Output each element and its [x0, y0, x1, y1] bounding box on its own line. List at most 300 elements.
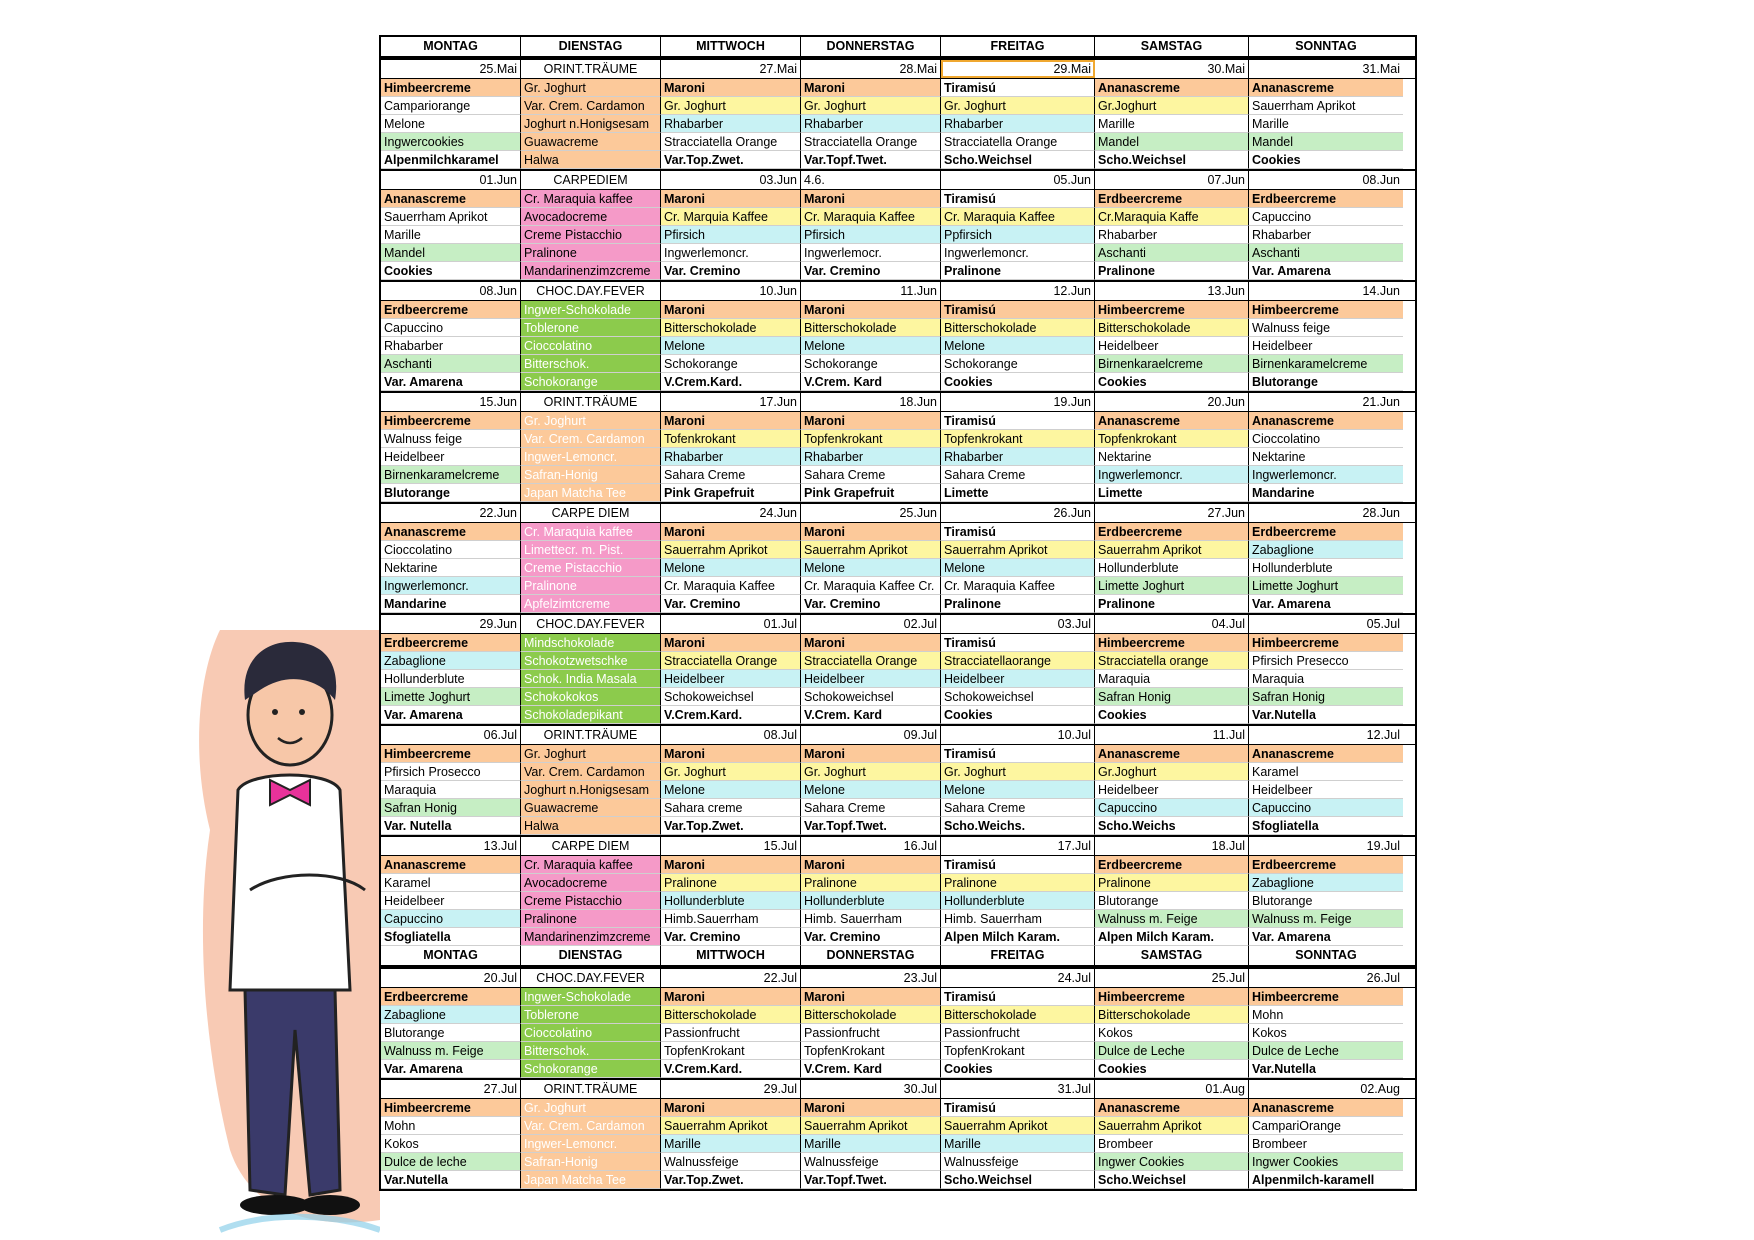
flavor-row [381, 688, 1415, 706]
date-label: 03.Jul [941, 615, 1095, 633]
flavor-cell: Apfelzimtcreme [521, 595, 661, 613]
date-label: 26.Jul [1366, 971, 1400, 985]
flavor-cell: Stracciatella Orange [661, 652, 801, 670]
date-label: 26.Jun [941, 504, 1095, 522]
flavor-cell: Tiramisú [941, 988, 1095, 1006]
flavor-cell: Scho.Weichs [1095, 817, 1249, 835]
flavor-row [381, 652, 1415, 670]
flavor-cell: Rhabarber [941, 448, 1095, 466]
flavor-cell: Karamel [1249, 763, 1403, 781]
date-label: 17.Jul [941, 837, 1095, 855]
flavor-cell: Ananascreme [1095, 1099, 1249, 1117]
theme-label: ORINT.TRÄUME [521, 1080, 661, 1098]
flavor-cell: Walnussfeige [661, 1153, 801, 1171]
flavor-row [381, 244, 1415, 262]
ice-cream-schedule-table [379, 35, 1417, 1191]
weekday-header-row [381, 37, 1415, 58]
date-row [381, 391, 1415, 412]
flavor-row [381, 1171, 1415, 1189]
flavor-cell: Scho.Weichs. [941, 817, 1095, 835]
flavor-cell: Mandel [1249, 133, 1403, 151]
flavor-cell: Ananascreme [1249, 745, 1403, 763]
flavor-cell: Limette Joghurt [381, 688, 521, 706]
flavor-cell: Cioccolatino [1249, 430, 1403, 448]
flavor-cell: Mandarine [1249, 484, 1403, 502]
flavor-cell: Kokos [381, 1135, 521, 1153]
flavor-cell: Cookies [941, 1060, 1095, 1078]
flavor-cell: Cr. Maraquia kaffee [521, 523, 661, 541]
flavor-cell: Bitterschokolade [801, 1006, 941, 1024]
date-label: 25.Mai [381, 60, 521, 78]
flavor-cell: Sauerrahm Aprikot [1095, 541, 1249, 559]
flavor-cell: Bitterschok. [521, 1042, 661, 1060]
flavor-cell: Hollunderblute [1095, 559, 1249, 577]
flavor-cell: Nektarine [1249, 448, 1403, 466]
flavor-cell: Guawacreme [521, 133, 661, 151]
weekday-header: FREITAG [941, 37, 1095, 56]
flavor-cell: Tiramisú [941, 301, 1095, 319]
flavor-cell: Heidelbeer [661, 670, 801, 688]
date-label: 21.Jun [1362, 395, 1400, 409]
flavor-cell: Walnussfeige [801, 1153, 941, 1171]
date-label: 18.Jun [801, 393, 941, 411]
date-row [381, 967, 1415, 988]
flavor-cell: Gr. Joghurt [941, 763, 1095, 781]
flavor-cell: Heidelbeer [801, 670, 941, 688]
date-label: 09.Jul [801, 726, 941, 744]
date-row [381, 1078, 1415, 1099]
flavor-cell: Rhabarber [801, 115, 941, 133]
flavor-cell: Himb. Sauerrham [941, 910, 1095, 928]
date-label: 27.Jun [1095, 504, 1249, 522]
flavor-cell: Japan Matcha Tee [521, 484, 661, 502]
flavor-row [381, 448, 1415, 466]
flavor-cell: Sahara Creme [941, 799, 1095, 817]
flavor-cell: Pralinone [521, 910, 661, 928]
flavor-cell: Tiramisú [941, 523, 1095, 541]
flavor-cell: V.Crem.Kard. [661, 706, 801, 724]
flavor-cell: Ananascreme [381, 856, 521, 874]
date-label: 29.Mai [941, 60, 1095, 78]
flavor-cell: Hollunderblute [661, 892, 801, 910]
flavor-cell: Safran-Honig [521, 466, 661, 484]
flavor-cell: Melone [661, 781, 801, 799]
flavor-cell: Melone [381, 115, 521, 133]
flavor-cell: Gr.Joghurt [1095, 97, 1249, 115]
flavor-cell: Blutorange [1095, 892, 1249, 910]
flavor-cell: Ananascreme [381, 523, 521, 541]
flavor-row [381, 910, 1415, 928]
flavor-cell: Pfirsich [661, 226, 801, 244]
flavor-row [381, 319, 1415, 337]
flavor-cell: Gr. Joghurt [661, 97, 801, 115]
weekday-header: MITTWOCH [661, 37, 801, 56]
date-label: 25.Jul [1095, 969, 1249, 987]
flavor-cell: Var. Crem. Cardamon [521, 763, 661, 781]
flavor-cell: Maraquia [1095, 670, 1249, 688]
flavor-cell: Halwa [521, 151, 661, 169]
flavor-cell: Schokoladepikant [521, 706, 661, 724]
flavor-cell: Ananascreme [1249, 79, 1403, 97]
flavor-cell: Tiramisú [941, 856, 1095, 874]
flavor-cell: Birnenkaramelcreme [1249, 355, 1403, 373]
flavor-cell: Maroni [661, 634, 801, 652]
flavor-cell: Pralinone [661, 874, 801, 892]
theme-label: CHOC.DAY.FEVER [521, 282, 661, 300]
date-label: 24.Jul [941, 969, 1095, 987]
flavor-cell: Melone [941, 559, 1095, 577]
flavor-cell: Gr. Joghurt [521, 79, 661, 97]
date-label: 19.Jun [941, 393, 1095, 411]
flavor-cell: Cr. Maraquia Kaffee [941, 577, 1095, 595]
flavor-cell: Marille [381, 226, 521, 244]
flavor-cell: Melone [801, 559, 941, 577]
flavor-cell: Sauerrham Aprikot [1249, 97, 1403, 115]
date-label: 10.Jun [661, 282, 801, 300]
flavor-cell: Var. Cremino [801, 928, 941, 946]
flavor-cell: Himb.Sauerrham [661, 910, 801, 928]
flavor-cell: Brombeer [1095, 1135, 1249, 1153]
weekday-header: DONNERSTAG [801, 946, 941, 965]
date-row [381, 835, 1415, 856]
flavor-cell: Toblerone [521, 319, 661, 337]
flavor-cell: Marille [1095, 115, 1249, 133]
flavor-cell: Pralinone [941, 595, 1095, 613]
flavor-cell: Erdbeercreme [1249, 190, 1403, 208]
flavor-row [381, 1060, 1415, 1078]
flavor-row [381, 151, 1415, 169]
date-row [381, 502, 1415, 523]
flavor-row [381, 430, 1415, 448]
flavor-cell: V.Crem.Kard. [661, 373, 801, 391]
flavor-cell: Ananascreme [1249, 1099, 1403, 1117]
flavor-cell: Limette [941, 484, 1095, 502]
flavor-cell: Rhabarber [1095, 226, 1249, 244]
flavor-cell: Walnuss feige [381, 430, 521, 448]
flavor-cell: Rhabarber [381, 337, 521, 355]
flavor-cell: Ingwerlemoncr. [941, 244, 1095, 262]
flavor-cell: Heidelbeer [1249, 337, 1403, 355]
flavor-cell: Schokoweichsel [661, 688, 801, 706]
flavor-cell: Dulce de Leche [1095, 1042, 1249, 1060]
flavor-cell: Nektarine [1095, 448, 1249, 466]
date-label: 08.Jun [381, 282, 521, 300]
flavor-cell: Pralinone [941, 262, 1095, 280]
date-label: 29.Jun [381, 615, 521, 633]
flavor-cell: Zabaglione [1249, 541, 1403, 559]
flavor-cell: Cr. Maraquia kaffee [521, 190, 661, 208]
flavor-cell: Alpenmilchkaramel [381, 151, 521, 169]
flavor-cell: Dulce de leche [381, 1153, 521, 1171]
flavor-row [381, 559, 1415, 577]
flavor-row [381, 799, 1415, 817]
date-label: 16.Jul [801, 837, 941, 855]
flavor-cell: Safran Honig [1249, 688, 1403, 706]
flavor-cell: Var.Top.Zwet. [661, 817, 801, 835]
flavor-cell: Bitterschokolade [1095, 319, 1249, 337]
flavor-cell: Blutorange [381, 1024, 521, 1042]
flavor-cell: Brombeer [1249, 1135, 1403, 1153]
flavor-cell: Passionfrucht [941, 1024, 1095, 1042]
flavor-cell: Erdbeercreme [1095, 856, 1249, 874]
date-row [381, 58, 1415, 79]
date-label: 01.Aug [1095, 1080, 1249, 1098]
flavor-row [381, 79, 1415, 97]
flavor-cell: Cookies [381, 262, 521, 280]
flavor-cell: Alpen Milch Karam. [1095, 928, 1249, 946]
flavor-cell: Melone [801, 781, 941, 799]
flavor-cell: TopfenKrokant [661, 1042, 801, 1060]
flavor-cell: Gr. Joghurt [521, 412, 661, 430]
flavor-cell: Maroni [661, 301, 801, 319]
flavor-cell: Cookies [941, 373, 1095, 391]
flavor-row [381, 1042, 1415, 1060]
date-label: 08.Jul [661, 726, 801, 744]
flavor-cell: Bitterschokolade [1095, 1006, 1249, 1024]
flavor-cell: Ananascreme [1095, 412, 1249, 430]
flavor-row [381, 1024, 1415, 1042]
date-label: 25.Jun [801, 504, 941, 522]
flavor-cell: Melone [661, 337, 801, 355]
flavor-cell: Birnenkaramelcreme [381, 466, 521, 484]
flavor-cell: Ingwercookies [381, 133, 521, 151]
flavor-cell: Ingwerlemoncr. [1095, 466, 1249, 484]
flavor-cell: Var. Amarena [1249, 928, 1403, 946]
weekday-header: SONNTAG [1295, 948, 1357, 962]
flavor-cell: Campariorange [381, 97, 521, 115]
flavor-cell: Joghurt n.Honigsesam [521, 115, 661, 133]
flavor-row [381, 577, 1415, 595]
flavor-cell: Capuccino [1095, 799, 1249, 817]
date-label: 07.Jun [1095, 171, 1249, 189]
flavor-cell: Mohn [1249, 1006, 1403, 1024]
flavor-cell: Schokorange [801, 355, 941, 373]
date-label: 13.Jun [1095, 282, 1249, 300]
weekday-header: FREITAG [941, 946, 1095, 965]
flavor-cell: Var. Amarena [381, 706, 521, 724]
flavor-cell: Sauerrham Aprikot [381, 208, 521, 226]
flavor-cell: Var. Cremino [801, 595, 941, 613]
date-label: 30.Jul [801, 1080, 941, 1098]
theme-label: CHOC.DAY.FEVER [521, 969, 661, 987]
flavor-cell: Maroni [801, 523, 941, 541]
flavor-cell: Melone [941, 337, 1095, 355]
flavor-cell: Sfogliatella [1249, 817, 1403, 835]
flavor-cell: Rhabarber [801, 448, 941, 466]
flavor-row [381, 1117, 1415, 1135]
flavor-cell: Avocadocreme [521, 874, 661, 892]
flavor-row [381, 208, 1415, 226]
date-label: 29.Jul [661, 1080, 801, 1098]
flavor-cell: TopfenKrokant [801, 1042, 941, 1060]
date-row [381, 280, 1415, 301]
date-label: 01.Jun [381, 171, 521, 189]
date-label: 10.Jul [941, 726, 1095, 744]
flavor-cell: Creme Pistacchio [521, 226, 661, 244]
flavor-cell: Var. Cremino [801, 262, 941, 280]
weekday-header: MITTWOCH [661, 946, 801, 965]
flavor-cell: Capuccino [1249, 799, 1403, 817]
flavor-cell: Ingwer Cookies [1249, 1153, 1403, 1171]
flavor-cell: Stracciatella Orange [801, 133, 941, 151]
flavor-cell: Tiramisú [941, 745, 1095, 763]
flavor-cell: Maroni [801, 79, 941, 97]
flavor-cell: Bitterschokolade [941, 319, 1095, 337]
flavor-cell: Limette Joghurt [1095, 577, 1249, 595]
flavor-cell: Maroni [661, 856, 801, 874]
flavor-cell: Gr. Joghurt [521, 1099, 661, 1117]
flavor-cell: Ingwer-Schokolade [521, 301, 661, 319]
flavor-row [381, 634, 1415, 652]
flavor-cell: Walnuss m. Feige [381, 1042, 521, 1060]
flavor-cell: Alpenmilch-karamell [1249, 1171, 1403, 1189]
date-label: 13.Jul [381, 837, 521, 855]
flavor-cell: Zabaglione [381, 1006, 521, 1024]
flavor-cell: Var.Nutella [1249, 706, 1403, 724]
date-label: 14.Jun [1362, 284, 1400, 298]
flavor-cell: Scho.Weichsel [1095, 151, 1249, 169]
flavor-cell: Var. Crem. Cardamon [521, 1117, 661, 1135]
flavor-cell: Pfirsich Prosecco [381, 763, 521, 781]
flavor-cell: Sahara creme [661, 799, 801, 817]
date-label: 05.Jun [941, 171, 1095, 189]
flavor-cell: Aschanti [1095, 244, 1249, 262]
flavor-cell: Walnussfeige [941, 1153, 1095, 1171]
flavor-cell: Pralinone [1095, 874, 1249, 892]
flavor-row [381, 484, 1415, 502]
flavor-cell: Sahara Creme [801, 799, 941, 817]
flavor-cell: Marille [801, 1135, 941, 1153]
flavor-cell: Safran Honig [1095, 688, 1249, 706]
flavor-cell: Var. Amarena [1249, 262, 1403, 280]
flavor-cell: Cookies [1095, 373, 1249, 391]
flavor-cell: Gr.Joghurt [1095, 763, 1249, 781]
flavor-cell: Capuccino [381, 319, 521, 337]
theme-label: ORINT.TRÄUME [521, 60, 661, 78]
date-label: 12.Jun [941, 282, 1095, 300]
date-label: 08.Jun [1362, 173, 1400, 187]
flavor-cell: Var.Nutella [1249, 1060, 1403, 1078]
flavor-cell: Topfenkrokant [941, 430, 1095, 448]
flavor-cell: Ingwerlemoncr. [381, 577, 521, 595]
flavor-row [381, 874, 1415, 892]
date-label: 02.Jul [801, 615, 941, 633]
flavor-cell: Cr. Maraquia Kaffee [661, 577, 801, 595]
flavor-cell: Tiramisú [941, 412, 1095, 430]
flavor-cell: Cookies [1095, 706, 1249, 724]
flavor-cell: Maroni [661, 1099, 801, 1117]
flavor-cell: Cr. Maraquia Kaffee [941, 208, 1095, 226]
flavor-cell: TopfenKrokant [941, 1042, 1095, 1060]
flavor-cell: Cr. Maraquia kaffee [521, 856, 661, 874]
flavor-cell: Heidelbeer [1095, 337, 1249, 355]
date-label: 11.Jun [801, 282, 941, 300]
theme-label: ORINT.TRÄUME [521, 393, 661, 411]
date-label: 27.Mai [661, 60, 801, 78]
flavor-cell: Blutorange [1249, 373, 1403, 391]
flavor-cell: Scho.Weichsel [1095, 1171, 1249, 1189]
flavor-cell: Passionfrucht [661, 1024, 801, 1042]
flavor-cell: Cr. Maraquia Kaffee [801, 208, 941, 226]
flavor-cell: Stracciatella orange [1095, 652, 1249, 670]
flavor-cell: Sahara Creme [941, 466, 1095, 484]
weekday-header: DIENSTAG [521, 37, 661, 56]
flavor-cell: V.Crem. Kard [801, 1060, 941, 1078]
flavor-cell: Bitterschok. [521, 355, 661, 373]
flavor-cell: Erdbeercreme [1095, 190, 1249, 208]
date-label: 27.Jul [381, 1080, 521, 1098]
flavor-cell: Heidelbeer [381, 892, 521, 910]
flavor-row [381, 337, 1415, 355]
date-row [381, 613, 1415, 634]
flavor-cell: Cookies [1249, 151, 1403, 169]
flavor-cell: Aschanti [381, 355, 521, 373]
flavor-cell: Mandel [381, 244, 521, 262]
flavor-cell: Maroni [801, 988, 941, 1006]
flavor-cell: Pralinone [521, 244, 661, 262]
flavor-row [381, 706, 1415, 724]
flavor-cell: Kokos [1249, 1024, 1403, 1042]
flavor-cell: Ingwerlemocr. [801, 244, 941, 262]
flavor-cell: Himb. Sauerrham [801, 910, 941, 928]
flavor-cell: Stracciatella Orange [661, 133, 801, 151]
date-label: 31.Jul [941, 1080, 1095, 1098]
flavor-cell: Sfogliatella [381, 928, 521, 946]
flavor-cell: Erdbeercreme [1095, 523, 1249, 541]
flavor-cell: Melone [801, 337, 941, 355]
flavor-cell: Cookies [1095, 1060, 1249, 1078]
flavor-cell: Walnuss m. Feige [1249, 910, 1403, 928]
flavor-cell: Var.Top.Zwet. [661, 151, 801, 169]
flavor-cell: Creme Pistacchio [521, 892, 661, 910]
flavor-cell: Pfirsich [801, 226, 941, 244]
flavor-row [381, 892, 1415, 910]
flavor-cell: Stracciatellaorange [941, 652, 1095, 670]
flavor-cell: Var.Topf.Twet. [801, 151, 941, 169]
flavor-cell: Marille [941, 1135, 1095, 1153]
flavor-cell: Heidelbeer [1249, 781, 1403, 799]
date-label: 23.Jul [801, 969, 941, 987]
weekday-header: MONTAG [381, 946, 521, 965]
flavor-cell: Mindschokolade [521, 634, 661, 652]
flavor-cell: Avocadocreme [521, 208, 661, 226]
flavor-cell: Scho.Weichsel [941, 1171, 1095, 1189]
flavor-cell: Maraquia [381, 781, 521, 799]
flavor-row [381, 97, 1415, 115]
flavor-cell: Topfenkrokant [1095, 430, 1249, 448]
flavor-cell: Limettecr. m. Pist. [521, 541, 661, 559]
flavor-cell: Melone [661, 559, 801, 577]
flavor-cell: Ananascreme [1249, 412, 1403, 430]
flavor-cell: Schokokokos [521, 688, 661, 706]
flavor-row [381, 988, 1415, 1006]
flavor-cell: Bitterschokolade [661, 1006, 801, 1024]
flavor-cell: Ingwer-Schokolade [521, 988, 661, 1006]
flavor-cell: Var. Amarena [1249, 595, 1403, 613]
flavor-cell: Ingwerlemoncr. [661, 244, 801, 262]
flavor-cell: Tiramisú [941, 190, 1095, 208]
flavor-cell: Cr.Maraquia Kaffe [1095, 208, 1249, 226]
date-label: 31.Mai [1362, 62, 1400, 76]
flavor-cell: Maroni [801, 856, 941, 874]
flavor-cell: Pfirsich Presecco [1249, 652, 1403, 670]
flavor-cell: Himbeercreme [1095, 634, 1249, 652]
flavor-cell: Var.Nutella [381, 1171, 521, 1189]
flavor-cell: Cookies [941, 706, 1095, 724]
flavor-cell: Pralinone [941, 874, 1095, 892]
flavor-cell: Cioccolatino [381, 541, 521, 559]
flavor-cell: Aschanti [1249, 244, 1403, 262]
